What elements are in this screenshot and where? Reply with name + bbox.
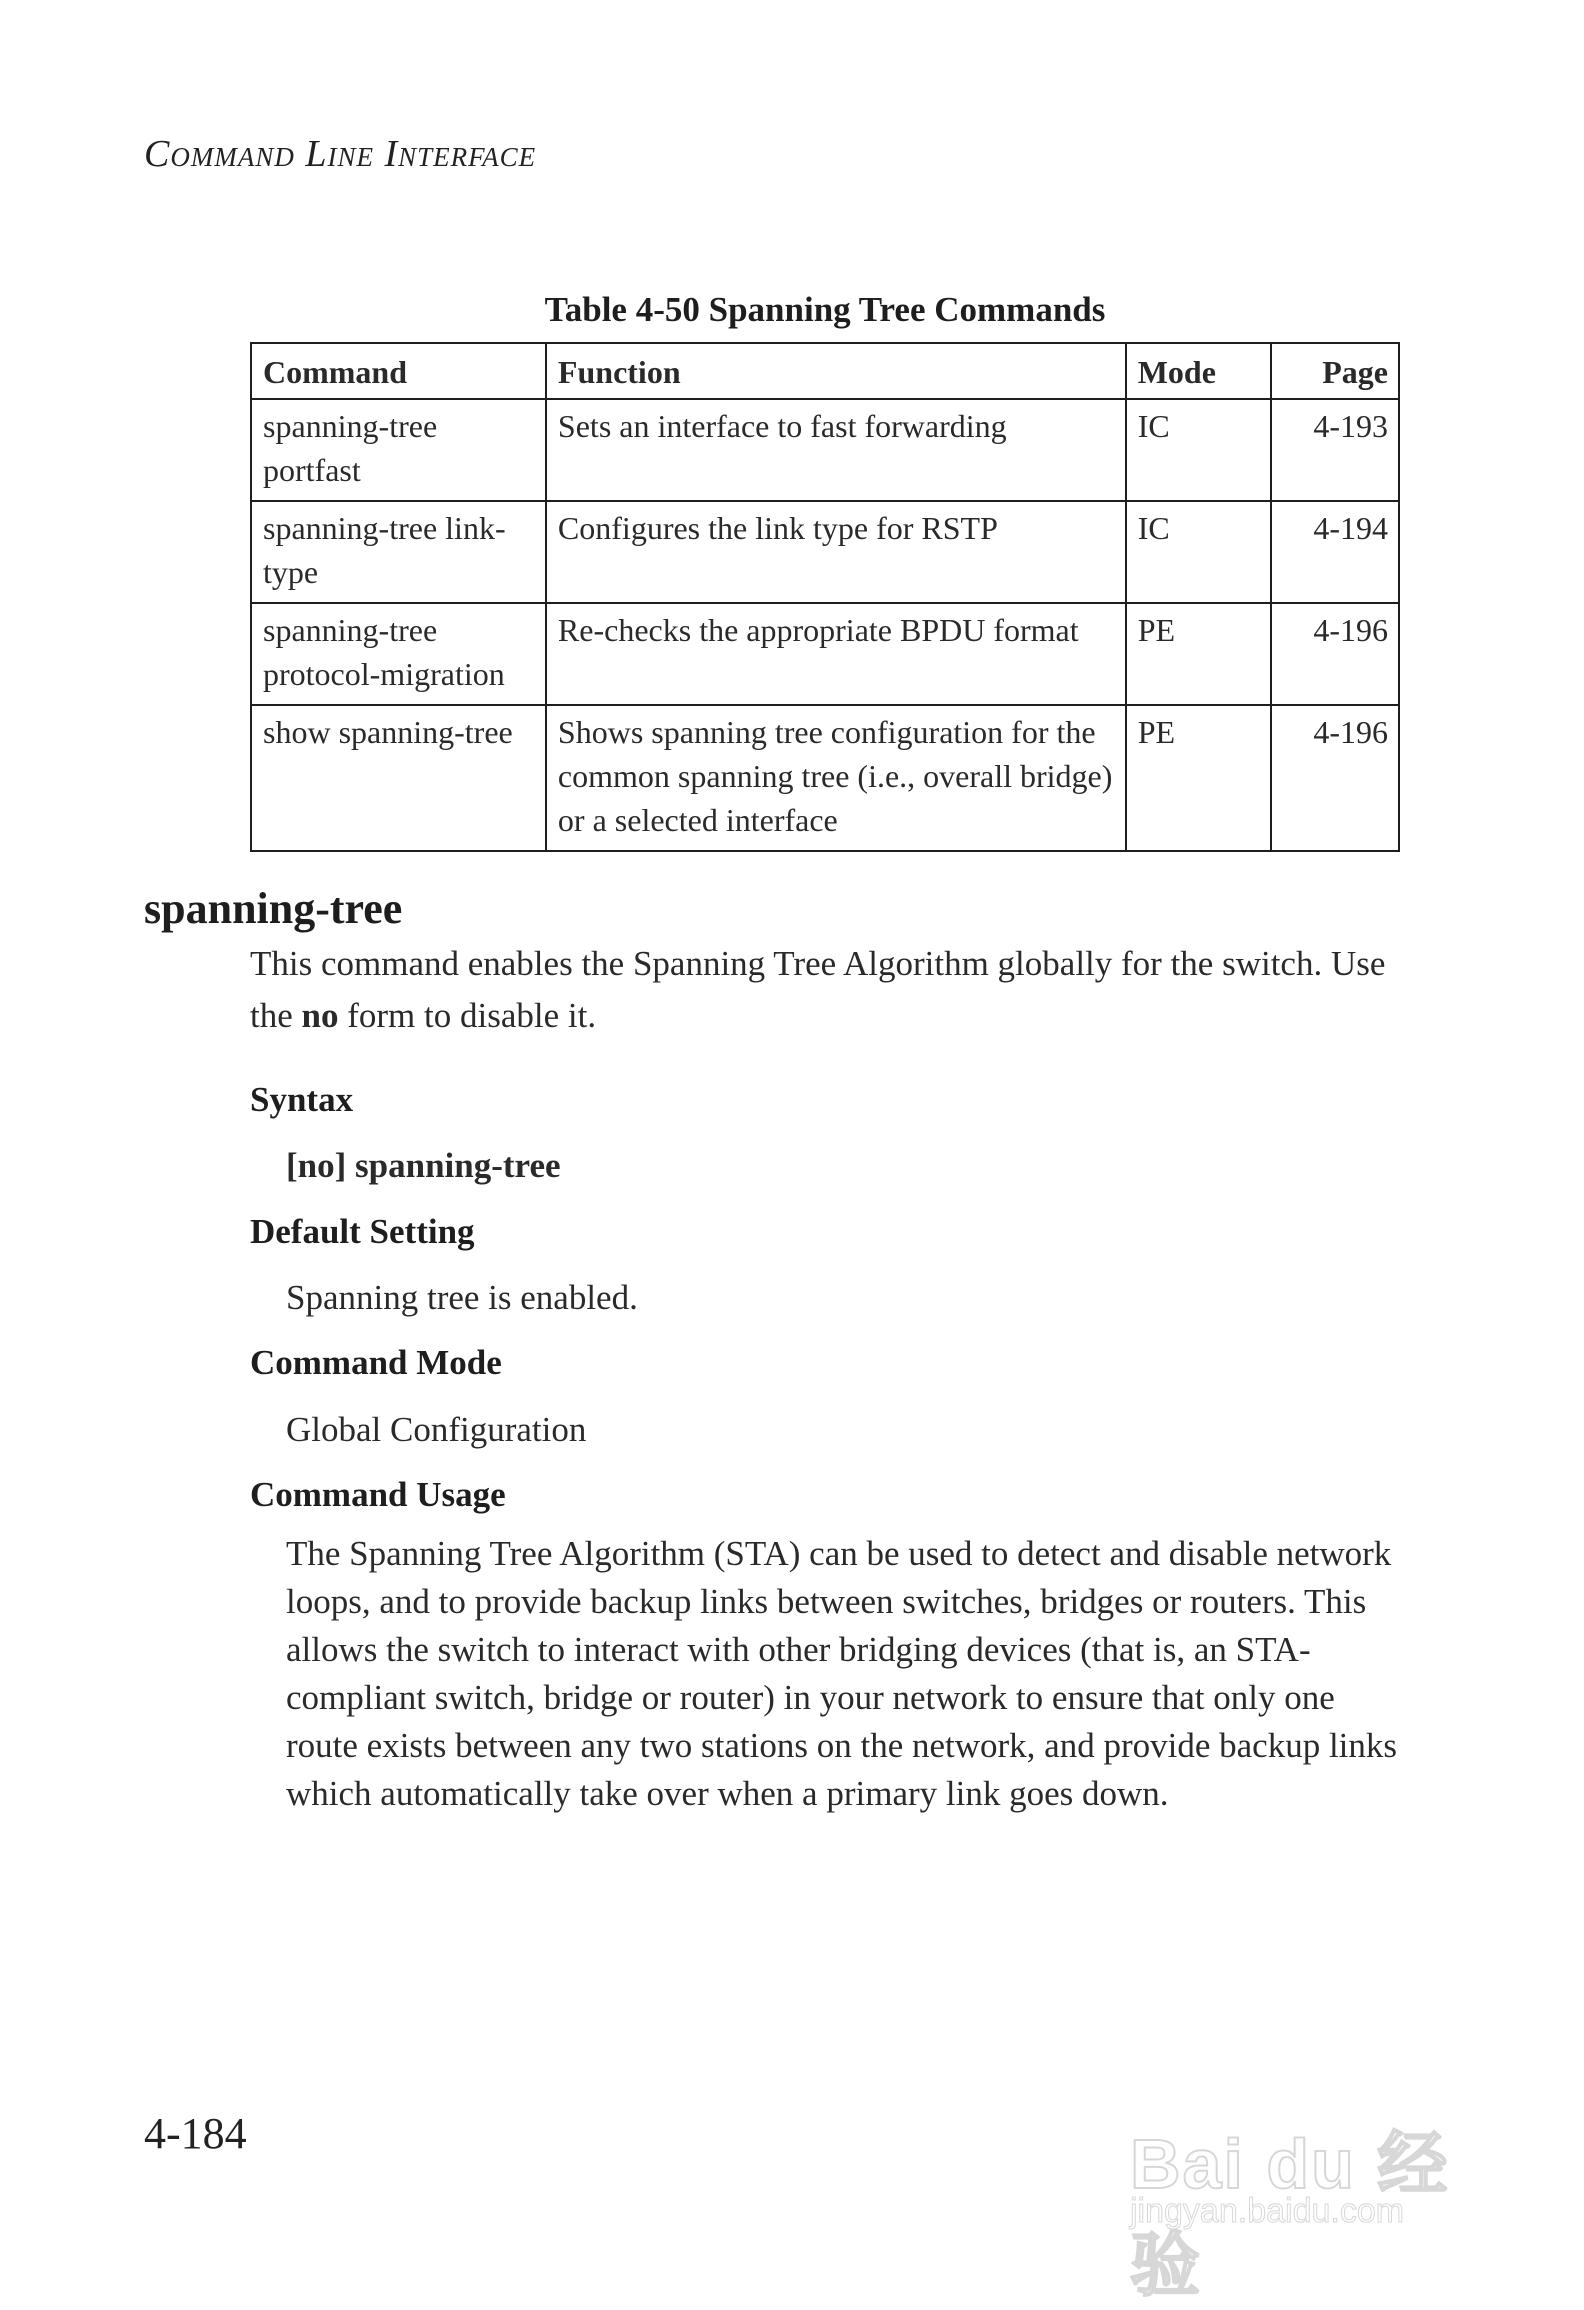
table-row — [251, 501, 1399, 603]
syntax-value: [no] spanning-tree — [286, 1146, 561, 1185]
column-header-page: Page — [1271, 343, 1399, 399]
column-header-function: Function — [546, 343, 1126, 399]
cell-mode: IC — [1126, 399, 1272, 501]
section-title: spanning-tree — [144, 884, 403, 933]
cell-page: 4-196 — [1271, 603, 1399, 705]
running-header: Command Line Interface — [144, 133, 537, 175]
cell-command: spanning-tree link-type — [251, 501, 546, 603]
cell-function: Shows spanning tree configuration for the common spanning tree (i.e., overall bridge) or a selected interface — [546, 705, 1126, 851]
cell-page: 4-194 — [1271, 501, 1399, 603]
column-header-command: Command — [251, 343, 546, 399]
table-caption: Table 4-50 Spanning Tree Commands — [544, 290, 1106, 329]
watermark-logo: Bai du 经验 — [1130, 2125, 1450, 2304]
command-mode-heading: Command Mode — [250, 1343, 502, 1382]
syntax-heading: Syntax — [250, 1080, 354, 1119]
cell-command: show spanning-tree — [251, 705, 546, 851]
intro-paragraph — [250, 938, 1400, 1042]
column-header-mode: Mode — [1126, 343, 1272, 399]
table-header-row — [251, 343, 1399, 399]
table-row — [251, 399, 1399, 501]
cell-mode: PE — [1126, 705, 1272, 851]
command-mode-value: Global Configuration — [286, 1410, 587, 1449]
cell-mode: PE — [1126, 603, 1272, 705]
intro-text-end: form to disable it. — [338, 996, 597, 1035]
cell-page: 4-193 — [1271, 399, 1399, 501]
default-setting-value: Spanning tree is enabled. — [286, 1278, 638, 1317]
command-usage-heading: Command Usage — [250, 1475, 506, 1514]
default-setting-heading: Default Setting — [250, 1212, 475, 1251]
cell-command: spanning-tree portfast — [251, 399, 546, 501]
cell-command: spanning-tree protocol-migration — [251, 603, 546, 705]
spanning-tree-commands-table — [250, 342, 1400, 852]
watermark-url: jingyan.baidu.com — [1130, 2192, 1405, 2230]
intro-text: This command enables the Spanning Tree Algorithm globally for the switch. Use the — [250, 944, 1386, 1035]
page-number: 4-184 — [144, 2109, 247, 2158]
cell-function: Configures the link type for RSTP — [546, 501, 1126, 603]
cell-mode: IC — [1126, 501, 1272, 603]
cell-page: 4-196 — [1271, 705, 1399, 851]
table-row — [251, 705, 1399, 851]
table-row — [251, 603, 1399, 705]
baidu-watermark — [1110, 2068, 1490, 2304]
command-usage-paragraph: The Spanning Tree Algorithm (STA) can be used to detect and disable network loops, and to provide backup links between switches, bridges or routers. This allows the switch to interact with other bridging devices (that is, an STA-compliant switch, bridge or router) in your network to ensure that only one route exists between any two stations on the network, and provide backup links which automatically take over when a primary link goes down. — [286, 1534, 1398, 1813]
cell-function: Re-checks the appropriate BPDU format — [546, 603, 1126, 705]
cell-function: Sets an interface to fast forwarding — [546, 399, 1126, 501]
intro-keyword: no — [301, 996, 339, 1035]
